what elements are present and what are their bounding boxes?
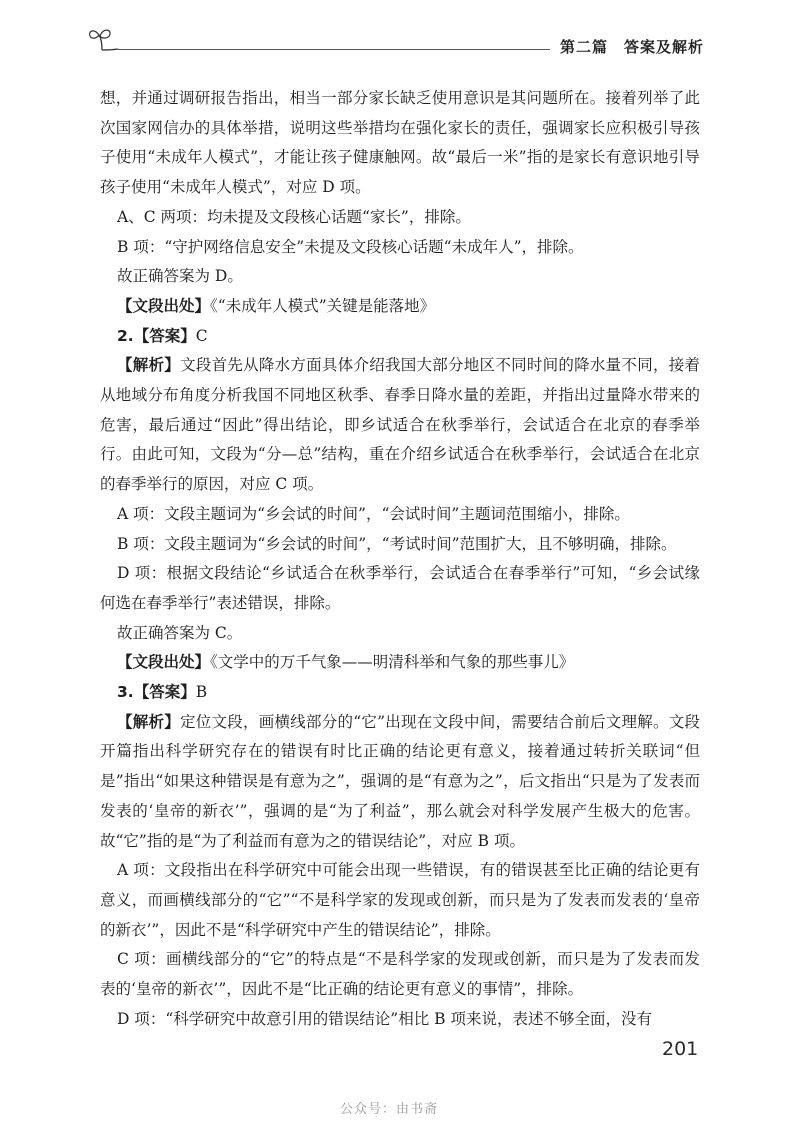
source-title: 《文学中的万千气象——明清科举和气象的那些事儿》 xyxy=(210,653,575,672)
watermark: 公众号：由书斋 xyxy=(340,1102,439,1117)
question-number: 3. xyxy=(117,683,134,702)
paragraph-continued: 想，并通过调研报告指出，相当一部分家长缺乏使用意识是其问题所在。接着列举了此次国家网信办的具体举措，说明这些举措均在强化家长的责任，强调家长应积极引导孩子使用“未成年人模式”，才能让孩子健康触网。故“最后一米”指的是家长有意识地引导孩子使用“未成年人模式”，对应 D 项。 xyxy=(100,89,700,197)
question-3-analysis xyxy=(100,708,700,857)
question-number: 2. xyxy=(117,326,134,345)
source-line-1 xyxy=(100,292,700,322)
analysis-tag: 【解析】 xyxy=(117,712,180,731)
question-2-option-d: D 项：根据文段结论“乡试适合在秋季举行，会试适合在春季举行”可知，“乡会试缘何选在春季举行”表述错误，排除。 xyxy=(100,564,700,612)
question-3-option-a: A 项：文段指出在科学研究中可能会出现一些错误，有的错误甚至比正确的结论更有意义，而画横线部分的“它”“不是科学家的发现或创新，而只是为了发表而发表的‘皇帝的新衣’”，因此不是“科学研究中产生的错误结论”，排除。 xyxy=(100,861,700,939)
question-2-option-b: B 项：文段主题词为“乡会试的时间”，“考试时间”范围扩大，且不够明确，排除。 xyxy=(117,534,677,553)
analysis-text: 定位文段，画横线部分的“它”出现在文段中间，需要结合前后文理解。文段开篇指出科学研究存在的错误有时比正确的结论更有意义，接着通过转折关联词“但是”指出“如果这种错误是有意为之”，强调的是“有意为之”，后文指出“只是为了发表而发表的‘皇帝的新衣’”，强调的是“为了利益”，那么就会对科学发展产生极大的危害。故“它”指的是“为了利益而有意为之的错误结论”，对应 B 项。 xyxy=(100,712,700,850)
correct-answer-note: 故正确答案为 D。 xyxy=(117,267,243,286)
sprout-icon xyxy=(86,26,120,52)
option-ac-note: A、C 两项：均未提及文段核心话题“家长”，排除。 xyxy=(117,207,471,226)
question-2-analysis xyxy=(100,351,700,500)
header-title: 第二篇 答案及解析 xyxy=(560,38,705,56)
question-3-answer xyxy=(100,678,700,708)
question-2-answer xyxy=(100,322,700,352)
page-number: 201 xyxy=(662,1038,699,1060)
question-2-correct: 故正确答案为 C。 xyxy=(117,623,243,642)
running-header xyxy=(0,0,800,70)
source-line-2 xyxy=(100,648,700,678)
answer-tag: 【答案】 xyxy=(133,683,196,702)
analysis-tag: 【解析】 xyxy=(117,356,181,375)
source-tag: 【文段出处】 xyxy=(117,653,211,672)
question-2-option-a: A 项：文段主题词为“乡会试的时间”，“会试时间”主题词范围缩小，排除。 xyxy=(117,504,630,523)
question-3-option-c: C 项：画横线部分的“它”的特点是“不是科学家的发现或创新，而只是为了发表而发表的‘皇帝的新衣’”，因此不是“比正确的结论更有意义的事情”，排除。 xyxy=(100,950,700,999)
source-tag: 【文段出处】 xyxy=(117,296,211,315)
answer-value: C xyxy=(195,326,208,345)
analysis-text: 文段首先从降水方面具体介绍我国大部分地区不同时间的降水量不同，接着从地域分布角度分析我国不同地区秋季、春季日降水量的差距，并指出过量降水带来的危害，最后通过“因此”得出结论，即乡试适合在秋季举行，会试适合在北京的春季举行。由此可知，文段为“分—总”结构，重在介绍乡试适合在秋季举行，会试适合在北京的春季举行的原因，对应 C 项。 xyxy=(100,356,700,494)
question-3-option-d: D 项：“科学研究中故意引用的错误结论”相比 B 项来说，表述不够全面，没有 xyxy=(117,1009,652,1028)
page-body xyxy=(100,84,700,1035)
answer-tag: 【答案】 xyxy=(133,326,196,345)
answer-value: B xyxy=(195,683,208,702)
source-title: 《“未成年人模式”关键是能落地》 xyxy=(210,296,436,315)
header-rule xyxy=(118,49,550,50)
option-b-note: B 项：“守护网络信息安全”未提及文段核心话题“未成年人”，排除。 xyxy=(117,237,584,256)
